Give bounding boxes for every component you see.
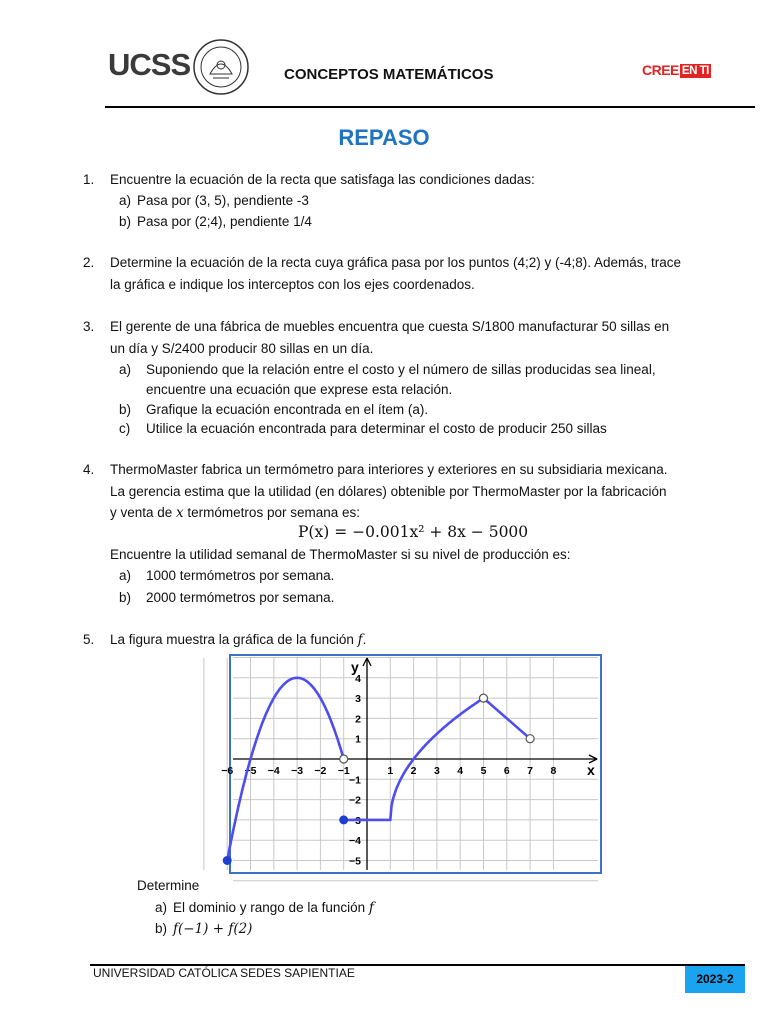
y-tick-label: −2 xyxy=(349,794,361,807)
x-tick-label: 2 xyxy=(410,765,417,777)
x-tick-label: −1 xyxy=(337,765,350,777)
x-tick-label: 8 xyxy=(550,765,557,777)
y-tick-label: 2 xyxy=(355,713,361,726)
x-tick-label: −4 xyxy=(267,765,280,777)
term-badge: 2023-2 xyxy=(685,966,745,993)
open-point xyxy=(480,694,488,702)
problem-5-prompt: Determine xyxy=(137,878,200,893)
closed-point xyxy=(223,857,231,865)
x-tick-label: 3 xyxy=(433,765,440,777)
page-title: REPASO xyxy=(338,125,430,150)
problem-2-line-2: la gráfica e indique los interceptos con los ejes coordenados. xyxy=(110,277,475,292)
problem-4-item-b: 2000 termómetros por semana. xyxy=(146,590,335,605)
problem-3-item-c-label: c) xyxy=(119,421,131,436)
problem-3-item-c: Utilice la ecuación encontrada para determinar el costo de producir 250 sillas xyxy=(146,421,607,436)
problem-1-item-a-label: a) xyxy=(119,193,132,208)
y-axis-label: y xyxy=(351,659,359,675)
y-tick-label: −4 xyxy=(349,835,361,848)
function-graph xyxy=(221,654,602,874)
problem-4-prompt: Encuentre la utilidad semanal de ThermoMaster si su nivel de producción es: xyxy=(110,547,571,562)
problem-3-number: 3. xyxy=(83,319,95,334)
problem-4-item-a: 1000 termómetros por semana. xyxy=(146,568,335,583)
problem-3-line-1: El gerente de una fábrica de muebles encuentra que cuesta S/1800 manufacturar 50 sillas en xyxy=(110,319,670,334)
x-tick-label: 4 xyxy=(457,765,464,777)
open-point xyxy=(340,755,348,763)
problem-1-item-b-label: b) xyxy=(119,214,132,229)
ucss-logo: UCSS xyxy=(108,47,191,82)
problem-3-item-a-label: a) xyxy=(119,362,132,377)
problem-2-number: 2. xyxy=(83,255,95,270)
problem-3-item-b: Grafique la ecuación encontrada en el ítem (a). xyxy=(146,402,429,417)
university-seal-icon xyxy=(192,38,250,96)
problem-4-line-3: y venta de x termómetros por semana es: xyxy=(110,505,360,521)
problem-2-line-1: Determine la ecuación de la recta cuya gráfica pasa por los puntos (4;2) y (-4;8). Además, trace xyxy=(110,255,682,270)
x-tick-label: 6 xyxy=(503,765,510,777)
open-point xyxy=(526,735,534,743)
problem-4-line-1: ThermoMaster fabrica un termómetro para interiores y exteriores en su subsidiaria mexicana. xyxy=(110,462,668,477)
problem-5-text: La figura muestra la gráfica de la función f. xyxy=(110,632,367,648)
x-tick-label: 7 xyxy=(527,765,534,777)
y-tick-label: −3 xyxy=(349,814,361,827)
problem-1-text: Encuentre la ecuación de la recta que satisfaga las condiciones dadas: xyxy=(110,172,535,187)
x-tick-label: 5 xyxy=(480,765,487,777)
problem-3-item-a-line-2: encuentre una ecuación que exprese esta relación. xyxy=(146,382,453,397)
problem-4-line-2: La gerencia estima que la utilidad (en dólares) obtenible por ThermoMaster por la fabricación xyxy=(110,484,667,499)
problem-5-item-b-label: b) xyxy=(155,921,168,936)
problem-5-item-a: El dominio y rango de la función f xyxy=(173,900,374,916)
y-tick-label: 3 xyxy=(355,693,361,706)
y-tick-label: 4 xyxy=(355,672,361,685)
header-divider xyxy=(105,106,755,108)
problem-3-item-b-label: b) xyxy=(119,402,132,417)
problem-4-item-a-label: a) xyxy=(119,568,132,583)
problem-5-item-a-label: a) xyxy=(155,900,168,915)
y-tick-label: 1 xyxy=(355,733,361,746)
problem-5-item-b: f(−1) + f(2) xyxy=(173,921,253,937)
problem-1-number: 1. xyxy=(83,172,95,187)
x-tick-label: −5 xyxy=(244,765,257,777)
problem-1-item-b: Pasa por (2;4), pendiente 1/4 xyxy=(137,214,312,229)
problem-3-line-2: un día y S/2400 producir 80 sillas en un día. xyxy=(110,341,374,356)
x-tick-label: −6 xyxy=(221,765,234,777)
problem-4-item-b-label: b) xyxy=(119,590,132,605)
footer-university: UNIVERSIDAD CATÓLICA SEDES SAPIENTIAE xyxy=(93,966,355,980)
problem-1-item-a: Pasa por (3, 5), pendiente -3 xyxy=(137,193,309,208)
y-tick-label: −1 xyxy=(349,774,361,787)
y-tick-label: −5 xyxy=(349,855,361,868)
x-tick-label: 1 xyxy=(387,765,394,777)
x-tick-label: −2 xyxy=(314,765,327,777)
cree-en-ti-logo: CREE EN TI xyxy=(642,62,709,78)
function-graph-svg xyxy=(221,656,600,872)
profit-formula: P(x) = −0.001x² + 8x − 5000 xyxy=(298,523,529,541)
x-axis-label: x xyxy=(587,762,595,778)
closed-point xyxy=(340,816,348,824)
header-title: CONCEPTOS MATEMÁTICOS xyxy=(284,66,494,83)
x-tick-label: −3 xyxy=(291,765,304,777)
problem-4-number: 4. xyxy=(83,462,95,477)
problem-5-number: 5. xyxy=(83,632,95,647)
problem-3-item-a-line-1: Suponiendo que la relación entre el costo y el número de sillas producidas sea lineal, xyxy=(146,362,656,377)
